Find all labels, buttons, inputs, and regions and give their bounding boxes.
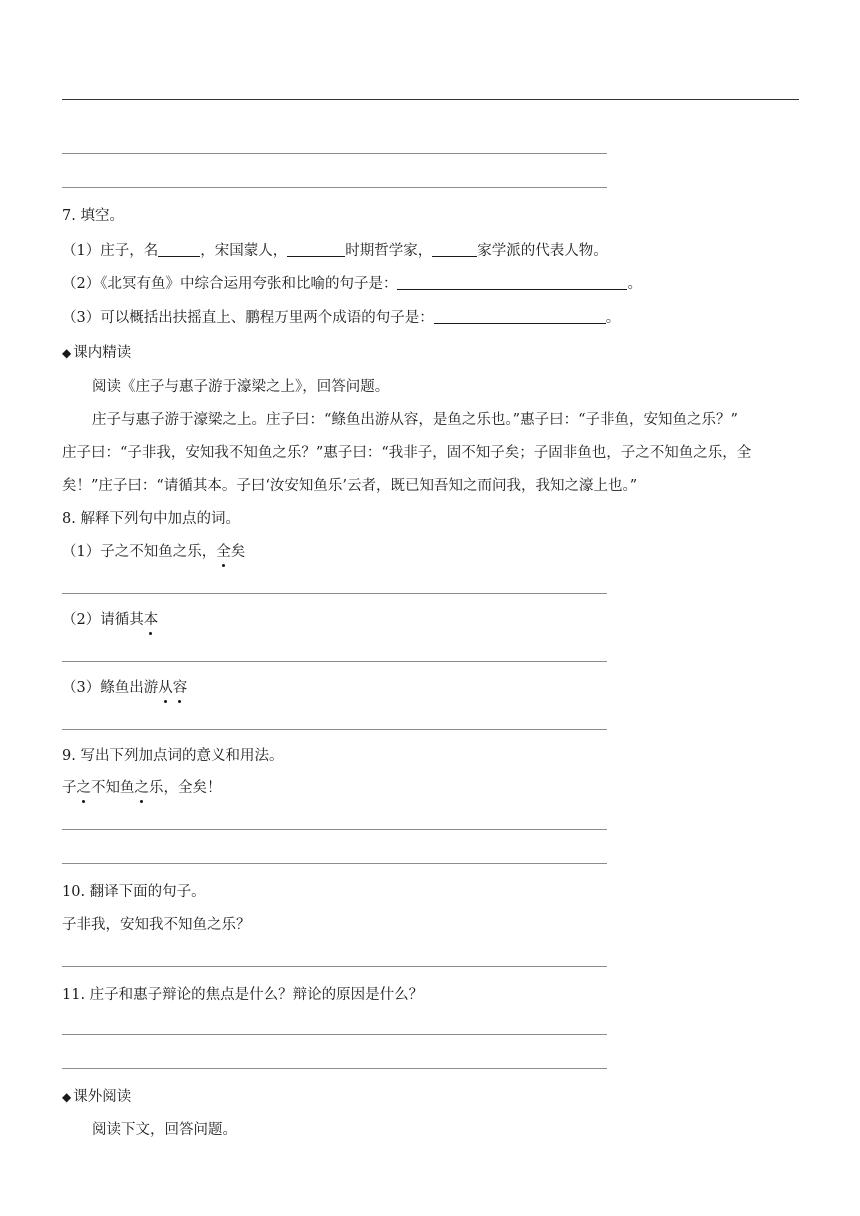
question-11-title: 11. 庄子和惠子辩论的焦点是什么？辩论的原因是什么？ (62, 987, 424, 1003)
question-9-sentence (62, 778, 222, 798)
fill-blank[interactable] (158, 241, 200, 257)
dotted-word: 之 (76, 780, 91, 796)
question-9-title: 9. 写出下列加点词的意义和用法。 (62, 748, 284, 764)
q7-text: ，宋国蒙人， (200, 243, 288, 259)
q7-text: 家学派的代表人物。 (477, 243, 608, 259)
section-heading-inner (62, 343, 131, 363)
answer-line[interactable] (62, 1034, 607, 1035)
answer-line[interactable] (62, 966, 607, 967)
fill-blank[interactable] (432, 241, 477, 257)
diamond-icon: ◆ (62, 1090, 72, 1104)
q9-text: 子 (62, 780, 77, 796)
outer-reading-instruction: 阅读下文，回答问题。 (92, 1122, 237, 1138)
dotted-word: 全 (216, 544, 231, 560)
question-8-title: 8. 解释下列句中加点的词。 (62, 511, 240, 527)
q7-text: （2）《北冥有鱼》中综合运用夸张和比喻的句子是： (62, 276, 398, 292)
fill-blank[interactable] (397, 274, 627, 290)
q7-text: 。 (627, 276, 642, 292)
question-10-title: 10. 翻译下面的句子。 (62, 884, 206, 900)
q7-text: （3）可以概括出扶摇直上、鹏程万里两个成语的句子是： (62, 310, 434, 326)
q7-text: 时期哲学家， (345, 243, 433, 259)
reading-instruction: 阅读《庄子与惠子游于濠梁之上》，回答问题。 (92, 379, 390, 395)
question-8-item-3 (62, 678, 187, 698)
question-7-item-2 (62, 274, 642, 294)
dotted-word: 从 (158, 680, 173, 696)
fill-blank[interactable] (434, 308, 606, 324)
question-7-item-3 (62, 308, 620, 328)
section-title: 课外阅读 (73, 1089, 132, 1105)
section-title: 课内精读 (73, 345, 132, 361)
q7-text: 。 (605, 310, 621, 326)
q8-text: （1）子之不知鱼之乐， (62, 544, 217, 560)
passage-line: 矣！”庄子曰：“请循其本。子曰‘汝安知鱼乐’云者，既已知吾知之而问我，我知之濠上也。” (62, 478, 638, 494)
dotted-word: 容 (172, 680, 188, 696)
q7-text: （1）庄子，名 (62, 243, 159, 259)
answer-line[interactable] (62, 1068, 607, 1069)
q9-text: 乐，全矣！ (149, 780, 222, 796)
question-8-item-1 (62, 542, 245, 562)
header-rule (62, 99, 799, 100)
question-7-item-1 (62, 241, 608, 261)
q8-text: （2）请循其 (62, 612, 144, 628)
q9-text: 不知鱼 (91, 780, 135, 796)
q8-text: 矣 (230, 544, 246, 560)
fill-blank[interactable] (287, 241, 345, 257)
answer-line[interactable] (62, 829, 607, 830)
question-8-item-2 (62, 610, 158, 630)
answer-line[interactable] (62, 661, 607, 662)
section-heading-outer (62, 1087, 131, 1107)
answer-line[interactable] (62, 729, 607, 730)
passage-line: 庄子曰：“子非我，安知我不知鱼之乐？”惠子曰：“我非子，固不知子矣；子固非鱼也，子之不知鱼之乐，全 (62, 445, 752, 461)
q8-text: （3）鲦鱼出游 (62, 680, 159, 696)
dotted-word: 本 (143, 612, 159, 628)
question-10-sentence: 子非我，安知我不知鱼之乐？ (62, 917, 251, 933)
answer-line[interactable] (62, 593, 607, 594)
answer-line[interactable] (62, 863, 607, 864)
passage-line: 庄子与惠子游于濠梁之上。庄子曰：“鲦鱼出游从容，是鱼之乐也。”惠子曰：“子非鱼，安知鱼之乐？” (92, 412, 738, 428)
question-7-title: 7. 填空。 (62, 208, 124, 224)
answer-line[interactable] (62, 153, 607, 154)
diamond-icon: ◆ (62, 346, 72, 360)
dotted-word: 之 (134, 780, 149, 796)
answer-line[interactable] (62, 187, 607, 188)
